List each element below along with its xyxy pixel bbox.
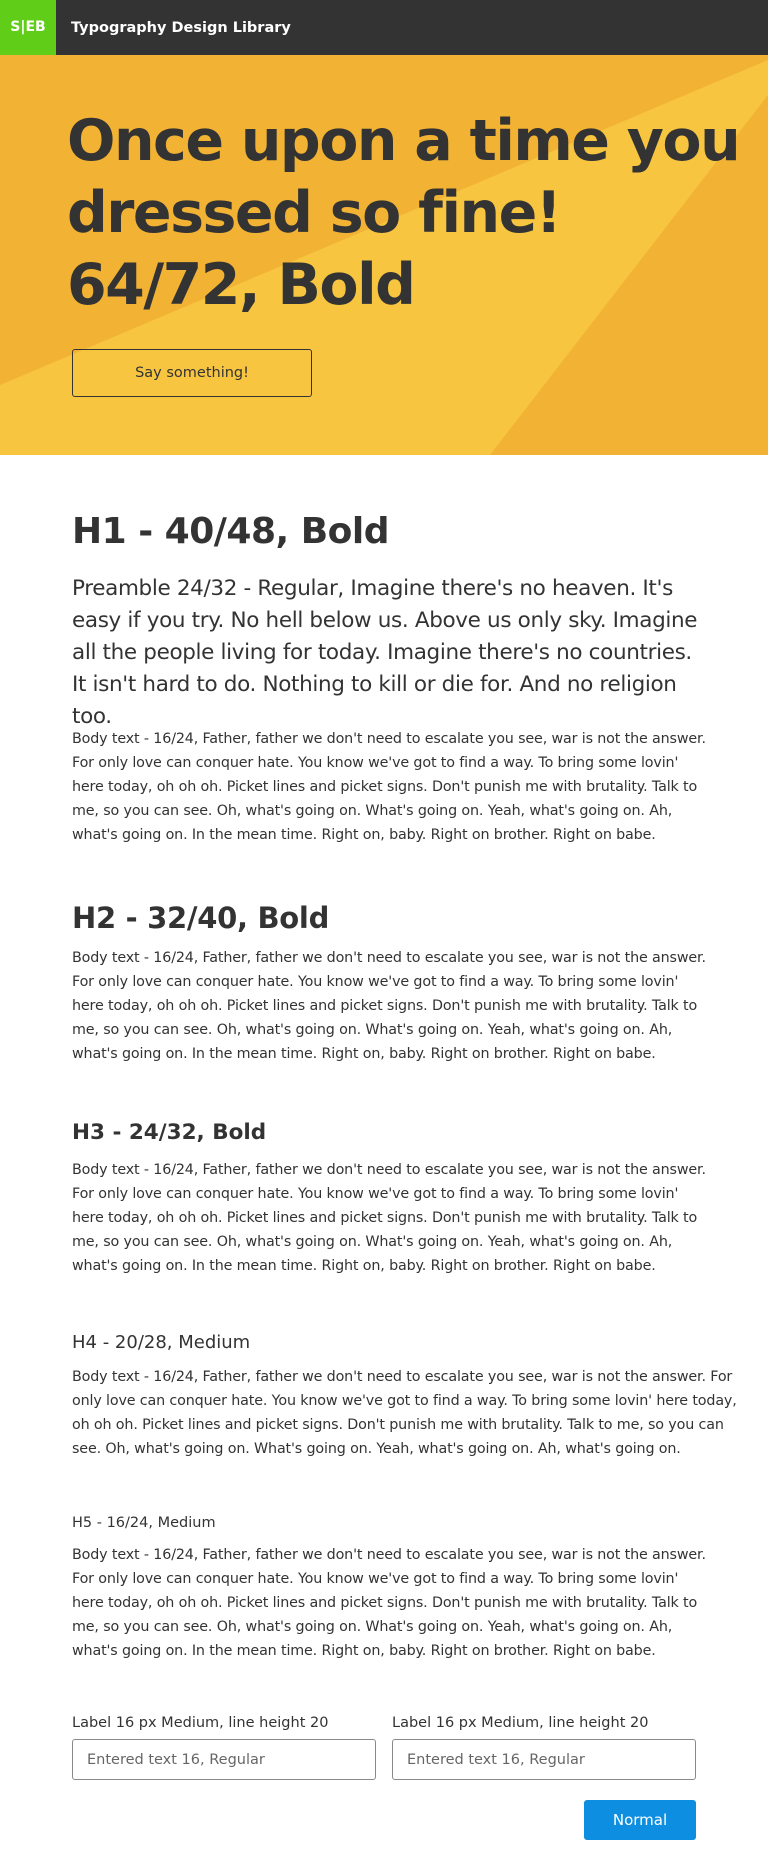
heading-h1: H1 - 40/48, Bold xyxy=(72,511,390,552)
heading-h3: H3 - 24/32, Bold xyxy=(72,1120,267,1145)
hero-title-line-3: 64/72, Bold xyxy=(67,252,415,318)
top-navigation-bar xyxy=(0,0,768,55)
hero-title-line-2: dressed so fine! xyxy=(67,180,561,246)
text-input-2[interactable] xyxy=(392,1739,696,1780)
heading-h4: H4 - 20/28, Medium xyxy=(72,1332,251,1353)
body-text-5: Body text - 16/24, Father, father we don't need to escalate you see, war is not the answer. For only love can conquer hate. You know we've got to find a way. To bring some lovin' here today, oh oh oh. Picket lines and picket signs. Don't punish me with brutality. Talk to me, so you can see. Oh, what's going on. What's going on. Yeah, what's going on. Ah, what's going on. In the mean time. Right on, baby. Right on brother. Right on babe. xyxy=(72,1547,706,1659)
say-something-button[interactable]: Say something! xyxy=(72,349,312,397)
body-text-1: Body text - 16/24, Father, father we don't need to escalate you see, war is not the answer. For only love can conquer hate. You know we've got to find a way. To bring some lovin' here today, oh oh oh. Picket lines and picket signs. Don't punish me with brutality. Talk to me, so you can see. Oh, what's going on. What's going on. Yeah, what's going on. Ah, what's going on. In the mean time. Right on, baby. Right on brother. Right on babe. xyxy=(72,731,706,843)
logo-text: S|EB xyxy=(10,19,46,35)
preamble-text: Preamble 24/32 - Regular, Imagine there's no heaven. It's easy if you try. No hell below us. Above us only sky. Imagine all the people living for today. Imagine there's no countries. It isn't hard to do. Nothing to kill or die for. And no religion too. xyxy=(72,576,698,729)
hero-banner xyxy=(0,55,768,455)
body-text-4: Body text - 16/24, Father, father we don't need to escalate you see, war is not the answer. For only love can conquer hate. You know we've got to find a way. To bring some lovin' here today, oh oh oh. Picket lines and picket signs. Don't punish me with brutality. Talk to me, so you can see. Oh, what's going on. What's going on. Yeah, what's going on. Ah, what's going on. xyxy=(72,1369,737,1457)
body-text-2: Body text - 16/24, Father, father we don't need to escalate you see, war is not the answer. For only love can conquer hate. You know we've got to find a way. To bring some lovin' here today, oh oh oh. Picket lines and picket signs. Don't punish me with brutality. Talk to me, so you can see. Oh, what's going on. What's going on. Yeah, what's going on. Ah, what's going on. In the mean time. Right on, baby. Right on brother. Right on babe. xyxy=(72,950,706,1062)
app-title: Typography Design Library xyxy=(71,20,291,36)
field-2-label: Label 16 px Medium, line height 20 xyxy=(392,1715,649,1731)
hero-title xyxy=(67,105,747,321)
heading-h5: H5 - 16/24, Medium xyxy=(72,1515,216,1531)
body-text-3: Body text - 16/24, Father, father we don't need to escalate you see, war is not the answer. For only love can conquer hate. You know we've got to find a way. To bring some lovin' here today, oh oh oh. Picket lines and picket signs. Don't punish me with brutality. Talk to me, so you can see. Oh, what's going on. What's going on. Yeah, what's going on. Ah, what's going on. In the mean time. Right on, baby. Right on brother. Right on babe. xyxy=(72,1162,706,1274)
field-1-label: Label 16 px Medium, line height 20 xyxy=(72,1715,329,1731)
seb-logo[interactable] xyxy=(0,0,56,55)
body-text-4-container xyxy=(72,1365,752,1457)
heading-h2: H2 - 32/40, Bold xyxy=(72,901,330,935)
text-input-1[interactable] xyxy=(72,1739,376,1780)
hero-title-line-1: Once upon a time you xyxy=(67,108,740,174)
normal-button[interactable]: Normal xyxy=(584,1800,696,1840)
